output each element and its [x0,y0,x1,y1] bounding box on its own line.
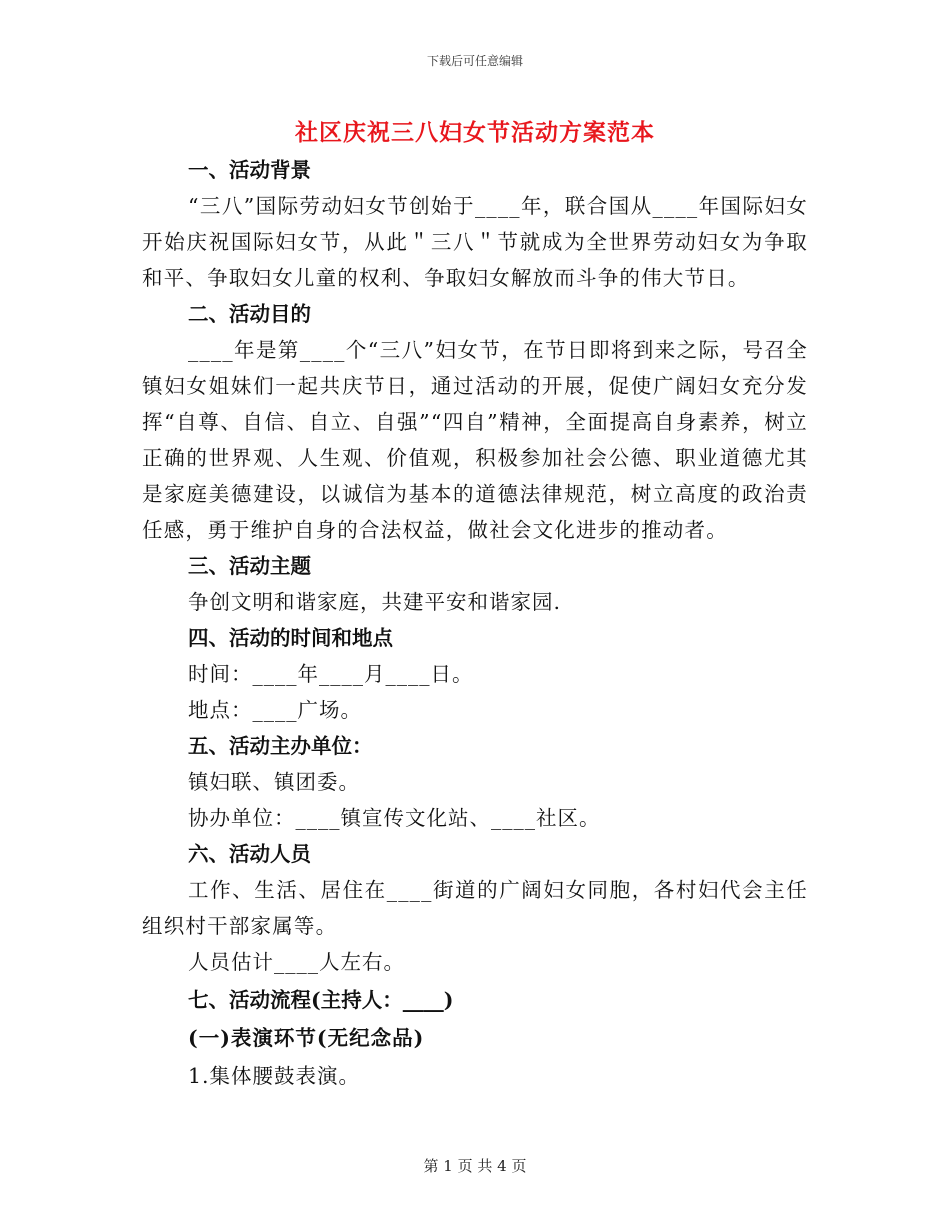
section-heading-time-place: 四、活动的时间和地点 [188,626,393,650]
paragraph-purpose: ____年是第____个“三八”妇女节，在节日即将到来之际，号召全镇妇女姐妹们一起共庆节日，通过活动的开展，促使广阔妇女充分发挥“自尊、自信、自立、自强”“四自”精神，全面提高自身素养，树立正确的世界观、人生观、价值观，积极参加社会公德、职业道德尤其是家庭美德建设，以诚信为基本的道德法律规范，树立高度的政治责任感，勇于维护自身的合法权益，做社会文化进步的推动者。 [142,338,808,542]
event-time: 时间：____年____月____日。 [188,662,474,686]
section-heading-procedure: 七、活动流程(主持人：____) [188,988,454,1012]
section-heading-purpose: 二、活动目的 [188,302,311,326]
paragraph-background: “三八”国际劳动妇女节创始于____年，联合国从____年国际妇女开始庆祝国际妇女节，从此＂三八＂节就成为全世界劳动妇女为争取和平、争取妇女儿童的权利、争取妇女解放而斗争的伟大节日。 [142,194,808,290]
host-units: 镇妇联、镇团委。 [188,770,360,794]
subsection-heading-performance: (一)表演环节(无纪念品) [188,1026,425,1050]
paragraph-participants: 工作、生活、居住在____街道的广阔妇女同胞，各村妇代会主任组织村干部家属等。 [142,878,808,938]
event-place: 地点：____广场。 [188,698,362,722]
page-header-note: 下载后可任意编辑 [426,54,523,68]
section-heading-participants: 六、活动人员 [188,842,311,866]
participant-count: 人员估计____人左右。 [188,950,405,974]
theme-text: 争创文明和谐家庭，共建平安和谐家园. [188,590,562,614]
co-host-units: 协办单位：____镇宣传文化站、____社区。 [188,806,601,830]
section-heading-organizers: 五、活动主办单位： [188,734,373,758]
section-heading-background: 一、活动背景 [188,158,311,182]
page-number: 第 1 页 共 4 页 [423,1157,527,1175]
document-title: 社区庆祝三八妇女节活动方案范本 [295,119,655,146]
procedure-item-1: 1.集体腰鼓表演。 [188,1064,361,1088]
document-body [142,152,808,1094]
section-heading-theme: 三、活动主题 [188,554,311,578]
